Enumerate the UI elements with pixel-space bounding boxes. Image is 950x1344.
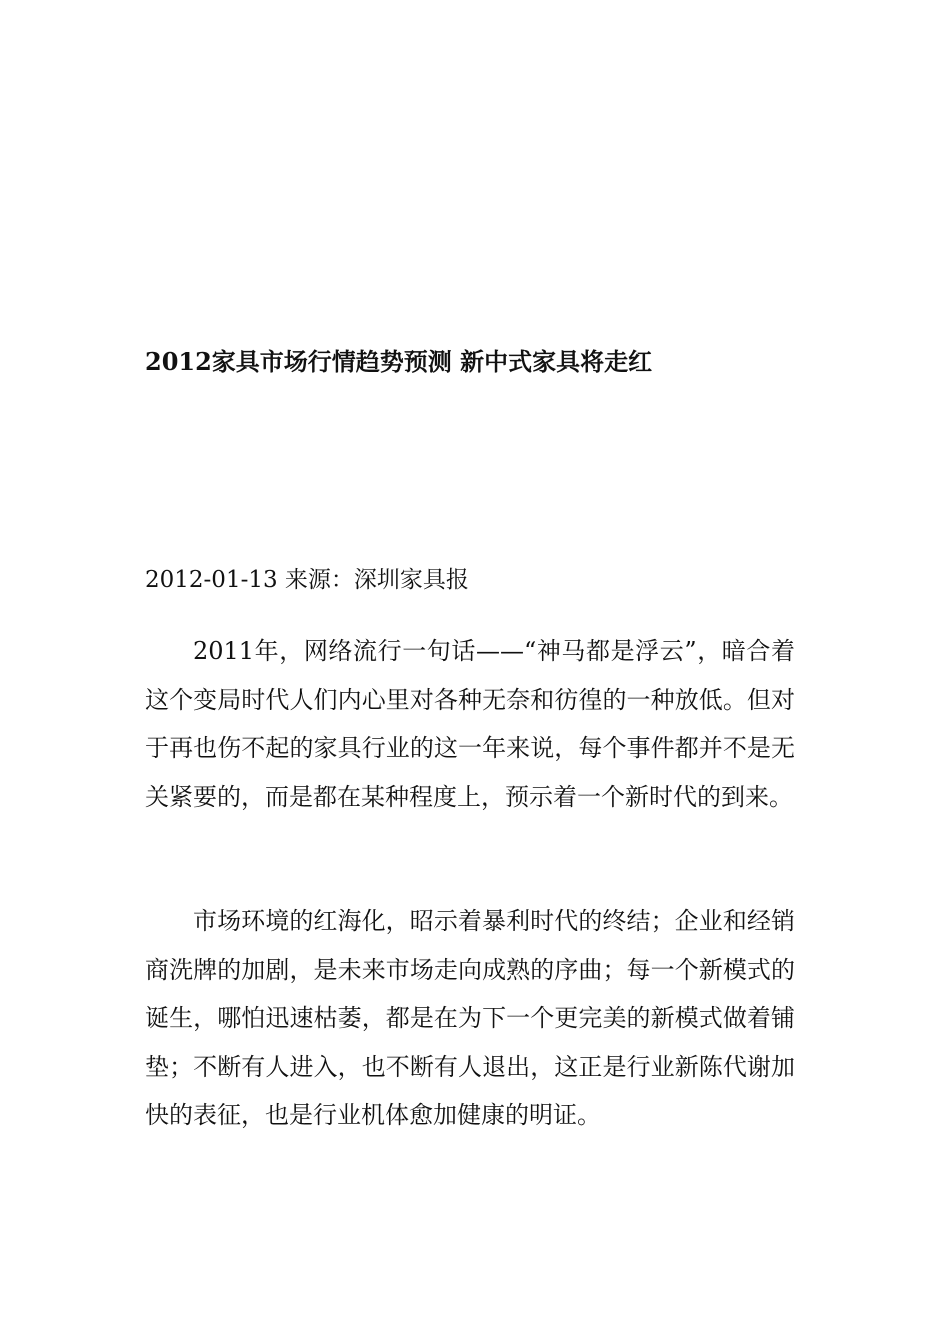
article-paragraph-2: 市场环境的红海化，昭示着暴利时代的终结；企业和经销商洗牌的加剧，是未来市场走向成熟的序曲；每一个新模式的诞生，哪怕迅速枯萎，都是在为下一个更完美的新模式做着铺垫；不断有人进入，也不断有人退出，这正是行业新陈代谢加快的表征，也是行业机体愈加健康的明证。 [145, 907, 795, 1129]
article-date-source: 2012-01-13 来源：深圳家具报 [145, 567, 469, 593]
article-title: 2012家具市场行情趋势预测 新中式家具将走红 [145, 347, 653, 376]
article-paragraph-1: 2011年，网络流行一句话——“神马都是浮云”，暗合着这个变局时代人们内心里对各种无奈和彷徨的一种放低。但对于再也伤不起的家具行业的这一年来说，每个事件都并不是无关紧要的，而是都在某种程度上，预示着一个新时代的到来。 [145, 637, 795, 811]
